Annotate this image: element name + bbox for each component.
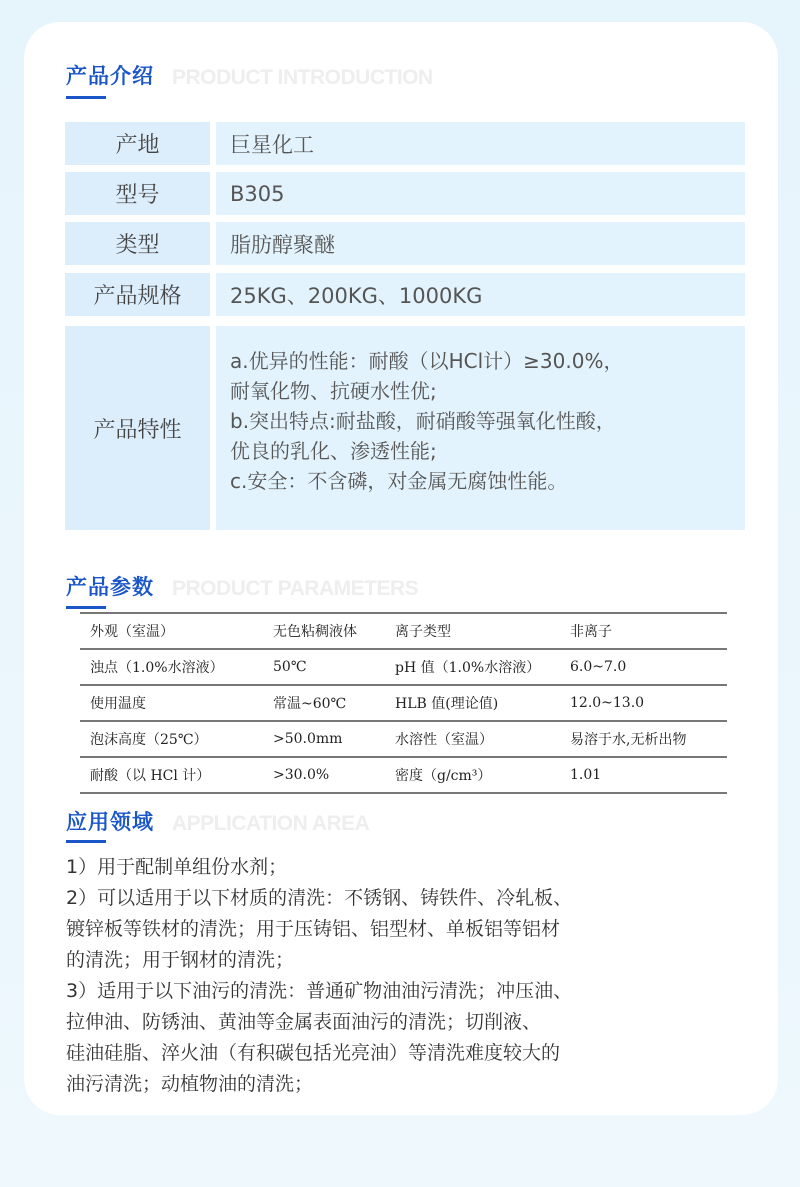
row-label: 产品规格: [65, 273, 210, 316]
param-label: HLB 值(理论值): [385, 685, 560, 721]
params-row: [80, 757, 727, 793]
application-line: 的清洗；用于钢材的清洗；: [66, 949, 295, 971]
param-label: 耐酸（以 HCl 计）: [80, 757, 263, 793]
intro-title-en: PRODUCT INTRODUCTION: [172, 66, 433, 89]
row-label: 产地: [65, 122, 210, 165]
feature-line: a.优异的性能：耐酸（以HCl计）≥30.0%，: [230, 349, 624, 373]
params-row: [80, 613, 727, 649]
params-title: 产品参数: [66, 575, 154, 599]
row-value: 脂肪醇聚醚: [216, 222, 745, 265]
application-line: 2）可以适用于以下材质的清洗：不锈钢、铸铁件、冷轧板、: [66, 887, 573, 909]
param-value: 12.0~13.0: [560, 685, 727, 721]
param-value: 非离子: [560, 613, 727, 649]
intro-row: [65, 172, 745, 215]
param-value: 易溶于水,无析出物: [560, 721, 727, 757]
application-line: 镀锌板等铁材的清洗；用于压铸铝、铝型材、单板铝等铝材: [66, 918, 561, 940]
param-label: 泡沫高度（25℃）: [80, 721, 263, 757]
param-label: 水溶性（室温）: [385, 721, 560, 757]
param-value: 6.0~7.0: [560, 649, 727, 685]
intro-heading: [66, 60, 433, 90]
params-row: [80, 721, 727, 757]
feature-line: b.突出特点:耐盐酸，耐硝酸等强氧化性酸，: [230, 409, 616, 433]
row-value: 25KG、200KG、1000KG: [216, 273, 745, 316]
param-label: 密度（g/cm³）: [385, 757, 560, 793]
application-line: 1）用于配制单组份水剂；: [66, 856, 288, 878]
application-title-en: APPLICATION AREA: [172, 812, 370, 835]
feature-line: 耐氧化物、抗硬水性优;: [230, 379, 437, 403]
application-line: 3）适用于以下油污的清洗：普通矿物油油污清洗；冲压油、: [66, 980, 573, 1002]
param-value: 50℃: [263, 649, 385, 685]
application-text: [66, 852, 766, 1100]
param-label: 浊点（1.0%水溶液）: [80, 649, 263, 685]
features-value: [216, 326, 745, 530]
params-heading: [66, 571, 418, 601]
param-value: >30.0%: [263, 757, 385, 793]
application-line: 油污清洗；动植物油的清洗；: [66, 1073, 314, 1095]
row-label: 型号: [65, 172, 210, 215]
application-heading: [66, 806, 369, 836]
params-row: [80, 649, 727, 685]
heading-underline: [66, 606, 106, 609]
intro-row-features: [65, 326, 745, 530]
param-label: pH 值（1.0%水溶液）: [385, 649, 560, 685]
param-value: 无色粘稠液体: [263, 613, 385, 649]
feature-line: c.安全：不含磷，对金属无腐蚀性能。: [230, 469, 568, 493]
row-label: 产品特性: [65, 326, 210, 530]
params-table: [80, 612, 727, 794]
param-value: 1.01: [560, 757, 727, 793]
heading-underline: [66, 840, 106, 843]
params-row: [80, 685, 727, 721]
application-title: 应用领域: [66, 810, 154, 834]
intro-title: 产品介绍: [66, 64, 154, 88]
row-value: B305: [216, 172, 745, 215]
param-label: 使用温度: [80, 685, 263, 721]
param-value: >50.0mm: [263, 721, 385, 757]
param-label: 离子类型: [385, 613, 560, 649]
params-title-en: PRODUCT PARAMETERS: [172, 577, 419, 600]
param-value: 常温~60℃: [263, 685, 385, 721]
application-line: 拉伸油、防锈油、黄油等金属表面油污的清洗；切削液、: [66, 1011, 542, 1033]
heading-underline: [66, 96, 106, 99]
feature-line: 优良的乳化、渗透性能;: [230, 439, 437, 463]
intro-row: [65, 273, 745, 316]
row-label: 类型: [65, 222, 210, 265]
row-value: 巨星化工: [216, 122, 745, 165]
intro-row: [65, 222, 745, 265]
param-label: 外观（室温）: [80, 613, 263, 649]
intro-row: [65, 122, 745, 165]
application-line: 硅油硅脂、淬火油（有积碳包括光亮油）等清洗难度较大的: [66, 1042, 561, 1064]
